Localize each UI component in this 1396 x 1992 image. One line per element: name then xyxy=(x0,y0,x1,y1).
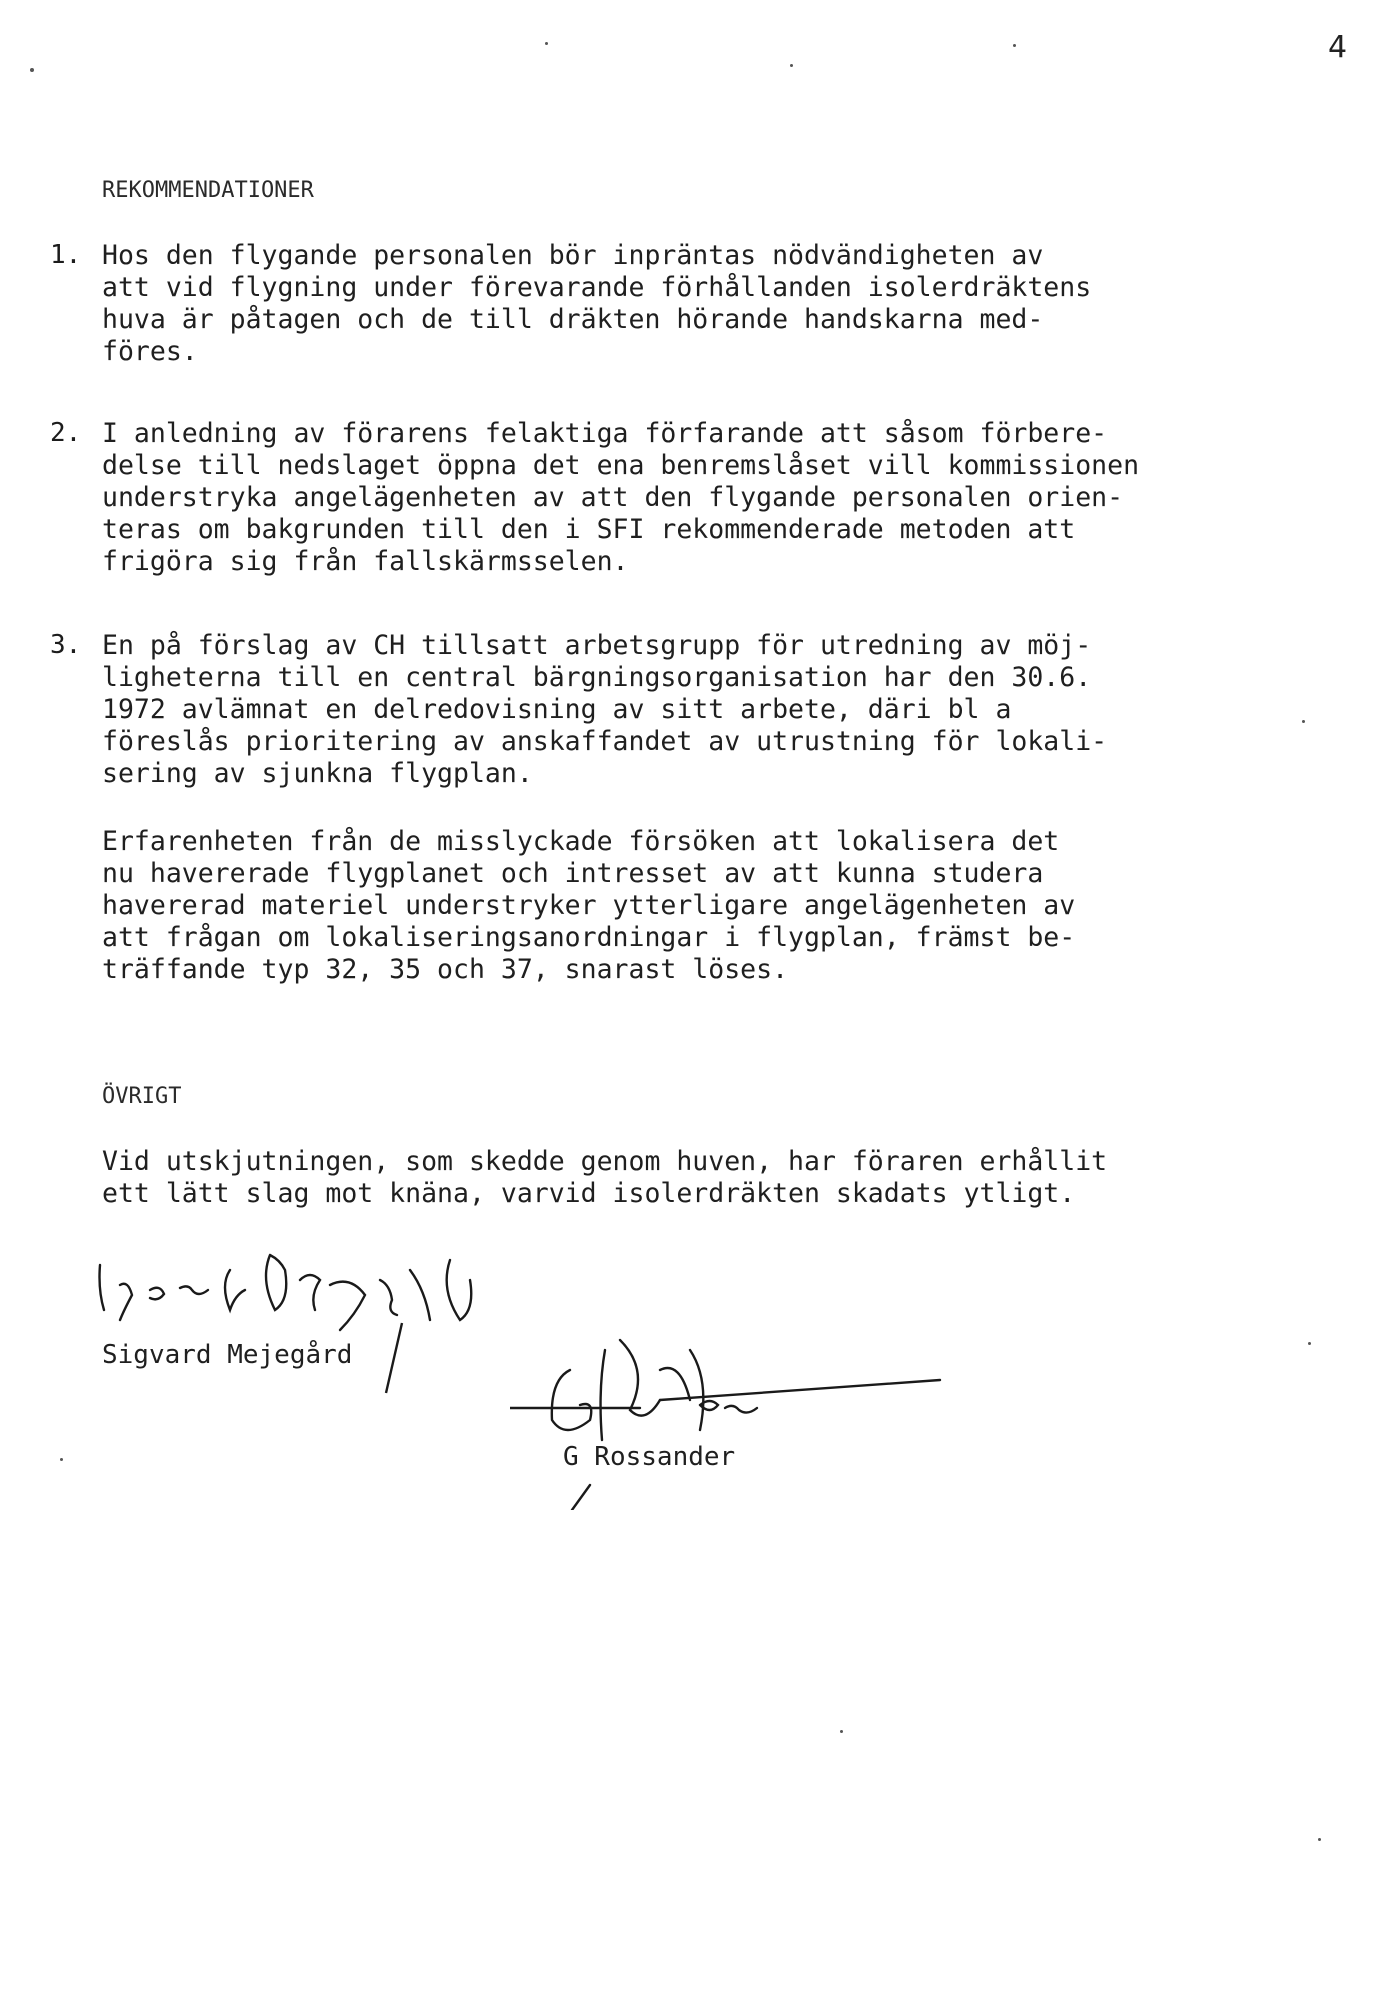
page-number: 4 xyxy=(1328,30,1348,65)
scan-speck xyxy=(1318,1838,1321,1841)
scan-speck xyxy=(60,1458,63,1461)
signature-stroke xyxy=(380,1318,410,1398)
paragraph-text: Vid utskjutningen, som skedde genom huven, har föraren erhållit ett lätt slag mot knäna, varvid isolerdräkten skadats ytligt. xyxy=(102,1146,1108,1209)
scan-speck xyxy=(790,64,793,67)
item-number: 2. xyxy=(50,418,82,448)
recommendation-item-1 xyxy=(50,240,1290,368)
recommendation-item-3 xyxy=(50,630,1290,790)
item-text: I anledning av förarens felaktiga förfarande att såsom förbere- delse till nedslaget öppna det ena benremslåset vill kommissionen understryka angelägenheten av att den flygande personalen orien- teras om bakgrunden till den i SFI rekommenderade metoden att frigöra sig från fallskärmsselen. xyxy=(102,418,1140,577)
recommendation-item-2 xyxy=(50,418,1290,578)
other-heading: ÖVRIGT xyxy=(102,1084,182,1109)
recommendations-paragraph xyxy=(50,826,1290,986)
item-number: 3. xyxy=(50,630,82,660)
scan-speck xyxy=(1013,44,1016,47)
scan-speck xyxy=(1308,1342,1311,1345)
other-paragraph xyxy=(50,1146,1290,1210)
scan-speck xyxy=(30,68,34,72)
item-text: En på förslag av CH tillsatt arbetsgrupp för utredning av möj- ligheterna till en central bärgningsorganisation har den 30.6. 1972 avlämnat en delredovisning av sitt arbete, däri bl a föreslås prioritering av anskaffandet av utrustning för lokali- sering av sjunkna flygplan. xyxy=(102,630,1108,789)
recommendations-heading: REKOMMENDATIONER xyxy=(102,178,314,203)
signature-rossander-handwritten xyxy=(510,1330,950,1510)
item-text: Hos den flygande personalen bör inpräntas nödvändigheten av att vid flygning under förevarande förhållanden isolerdräktens huva är påtagen och de till dräkten hörande handskarna med- föres. xyxy=(102,240,1092,367)
signatory-name: Sigvard Mejegård xyxy=(102,1340,353,1370)
signatory-name: G Rossander xyxy=(563,1442,736,1472)
scan-speck xyxy=(545,42,548,45)
scan-speck xyxy=(840,1730,843,1733)
item-number: 1. xyxy=(50,240,82,270)
scan-speck xyxy=(1302,720,1305,723)
signature-block-1 xyxy=(102,1340,352,1370)
paragraph-text: Erfarenheten från de misslyckade försöken att lokalisera det nu havererade flygplanet och intresset av att kunna studera havererad materiel understryker ytterligare angelägenheten av att frågan om lokaliseringsanordningar i flygplan, främst be- träffande typ 32, 35 och 37, snarast löses. xyxy=(102,826,1076,985)
signature-block-2 xyxy=(563,1442,735,1472)
